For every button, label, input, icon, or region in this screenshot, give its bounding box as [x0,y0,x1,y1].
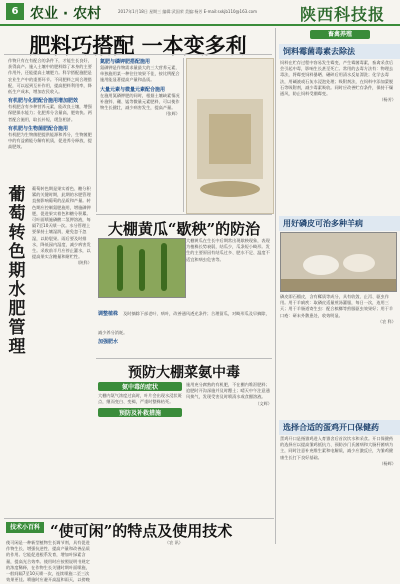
issue-meta: 2017年1月18日 星期三 编辑:武国荣 美编:杨芳 E-mail:sxkjb110@163.com [118,9,257,14]
article1-author: （张辉） [163,111,180,117]
article2-author: （陕科） [75,260,92,266]
article1-sub: 有机肥与化肥配合施用增加肥效 [8,98,79,105]
article3-sub: 调整植株 [98,311,119,317]
masthead [0,0,400,26]
goat-remedy-title: 用好磷皮可治多种羊病 [279,216,400,231]
main-headline: 肥料巧搭配 一本变多利 [29,33,247,58]
article3-intro [186,238,272,296]
divider [4,54,272,55]
goat-photo [280,232,397,292]
article5-body: 使可闲是一种新型植物生长调节剂，具有促进作物生长、增强抗逆性、提高产量和改善品质的作用。它能促进根系发育，增加叶绿素含量，提高光合效率。使用时应按照说明书规定的浓度稀释，在作物生长关键时期叶面喷施，一般间隔7至10天喷一次，连续喷施二至三次效果更佳。喷施时应避开高温和雨天，以傍晚 [6,540,90,582]
box1-body-wrap [280,60,396,210]
article2-body: 葡萄转色期是果实着色、糖分积累的关键时期，此期的水肥管理直接影响葡萄的品质和产量。转色期应控制氮肥施用，增施磷钾肥，促进果实着色和糖分积累。可叶面喷施磷酸二氢钾溶液，每隔7至10天喷一次。水分管理上要保持土壤湿润，避免忽干忽湿，以防裂果。雨后要及时排水，降低园内湿度，减少病害发生。采收前半月应停止灌水，以提高果实含糖量和耐贮性。 [32,186,91,260]
article3-sub: 加强肥水 [98,339,119,345]
article5-author: （农 讯） [164,540,183,545]
page-number: 6 [6,3,24,20]
livestock-label: 畜禽养殖 [310,30,370,39]
divider [96,214,272,215]
article4-body: 施用充分腐熟的有机肥，不在棚内堆沤肥料；追肥时开沟深施并及时覆土；晴天中午注意通风换气，发现受害及时喷清水或食醋溶液。 [186,382,270,400]
article4-col2 [186,382,272,512]
article5-body-wrap [6,540,274,582]
feed-mold-title: 饲料霉菌毒素去除法 [279,44,400,59]
box3-author: （杨辉） [379,460,396,466]
article4-author: （文辉） [255,400,272,406]
divider [183,58,184,212]
divider [4,518,274,519]
tech-label: 技术小百科 [6,522,44,533]
article1-body: 在施用氮磷钾肥的同时，根据土壤缺素情况补施锌、硼、锰等微量元素肥料，可以使作物生长健壮，减少病害发生，提高产量。 [100,92,180,111]
article2-body-wrap [32,186,92,516]
box2-body-wrap [280,294,396,414]
chick-medicine-title: 选择合适的蛋鸡开口保健药 [279,420,400,435]
article3-body: 大棚黄瓜在生长中后期常出现歇秧现象，表现为植株长势衰弱，结瓜少，瓜条短小畸形。发生的主要原因有结瓜过多、肥水不足、温度不适宜和病虫危害等。 [186,238,270,262]
goat-illustration [281,233,396,291]
article1-col2 [100,58,180,212]
article1-sub: 氮肥与磷钾肥搭配施用 [100,59,151,65]
article1-body: 氮磷钾是作物需求量最大的三大营养元素，单独施用某一种往往效果不佳，按比例配合施用能显著提高产量和品质。 [100,65,180,83]
box1-body: 饲料在贮存过程中容易发生霉变，产生霉菌毒素，畜禽采食后会引起中毒，影响生长甚至死亡。常用的去毒方法有：物理去毒法，将霉变饲料暴晒、碾碎后用清水反复漂洗；化学去毒法，用碱液或石灰水浸泡处理；吸附剂法，在饲料中添加蒙脱石等吸附剂，减少毒素吸收。同时应改善贮存条件，保持干燥通风，防止饲料受潮霉变。 [280,60,394,97]
cucumber-photo [98,238,186,298]
section-title: 农业 · 农村 [30,6,102,22]
paper-name: 陕西科技报 [300,5,386,24]
article3-more [98,300,272,352]
article4-col1 [98,382,182,512]
ammonia-sub2: 预防及补救措施 [98,408,182,417]
article3-body: 及时摘除下部老叶、病叶，改善通风透光条件；合理留瓜，对畸形瓜及早摘除，减少养分消耗。 [98,311,270,335]
box3-body: 蛋鸡开口是指雏鸡进入育雏舍后首次饮水和采食。开口保健药的选择应以提高雏鸡抵抗力、预防沙门氏菌病和大肠杆菌病为主，同时注意补充维生素和电解质，减少应激反应，为雏鸡健康生长打下良好基础。 [280,436,394,460]
article1-sub: 大量元素与微量元素配合施用 [100,86,166,93]
cucumber-headline: 大棚黄瓜“歇秧”的防治 [107,220,261,238]
box1-author: （杨芳） [379,97,396,103]
article1-sub: 有机肥与生物菌肥配合施用 [8,125,69,132]
divider [96,358,272,359]
box2-body: 磷皮即石榴皮，含有鞣质等成分，具有收敛、止泻、驱虫作用。用于羊痢疾：取磷皮适量煎汤灌服，每日一次，连用三天；用于羊肠道寄生虫：配合槟榔等煎服驱虫效果好；用于羊口疮：研末外敷患处，收效明显。 [280,294,394,318]
fertilizer-illustration [187,59,273,213]
article1-body: 有机肥含有多种营养元素，能改良土壤，增强保肥保水能力；化肥养分含量高，肥效快。两者配合施用，取长补短，缓急相济。 [8,104,92,122]
bottom-headline: “使可闲”的特点及使用技术 [50,522,233,540]
cucumber-illustration [99,239,185,297]
article1-image [186,58,274,214]
ammonia-headline: 预防大棚菜氨中毒 [128,365,240,381]
vertical-headline: 葡萄转色期水肥管理 [8,185,26,357]
box2-author: （农 科） [377,318,396,324]
article4-body: 大棚内氨气浓度过高时，叶片会出现水浸状斑点，继而变白、变褐，严重时整株枯死。 [98,393,182,405]
divider [275,28,276,544]
ammonia-sub1: 氨中毒的症状 [98,382,182,391]
box3-body-wrap [280,436,396,546]
article1-body: 作物只有在有配合的条件下，才能生长良好，获得高产。施入土壤中的肥料除了本身的主要作用外，还能提高土壤肥力。科学搭配施肥是农业生产中的重要环节。不同肥料之间合理搭配，可以起到互补作用，提高肥料利用率，降低生产成本，增加农民收入。 [8,58,92,95]
divider [96,58,97,212]
article1-body: 有机肥为生物菌肥提供能源和养分，生物菌肥中的有益菌能分解有机质，促进养分释放，提高肥效。 [8,131,92,150]
